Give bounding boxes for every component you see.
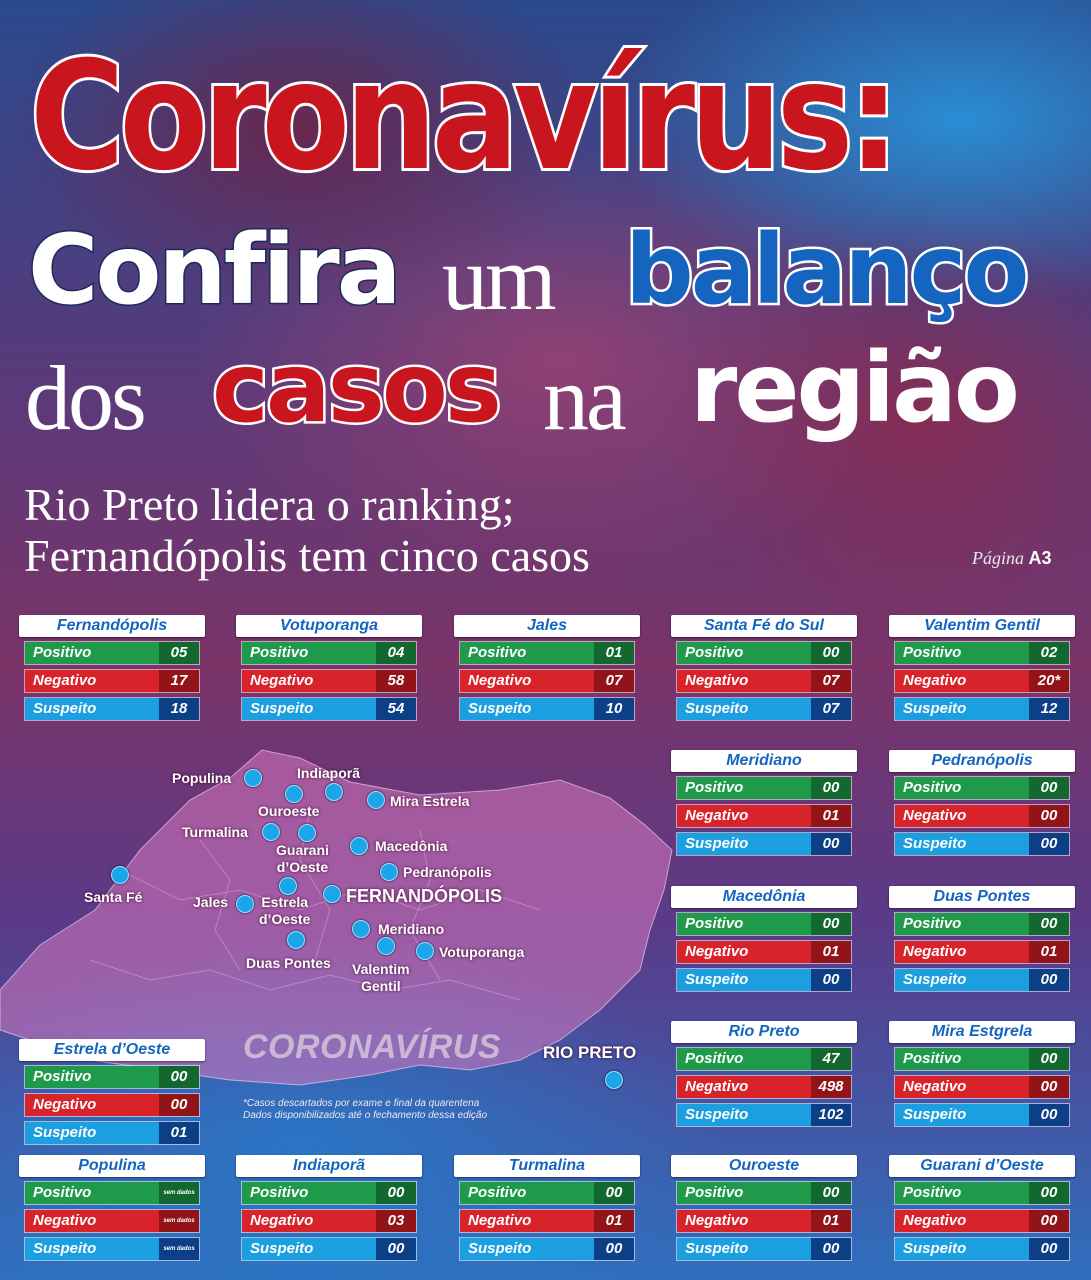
map-dot-guarani bbox=[298, 824, 316, 842]
table-mira-estgrela bbox=[889, 1021, 1075, 1127]
table-row-negativo bbox=[676, 804, 852, 828]
table-row-positivo bbox=[676, 776, 852, 800]
row-label-suspeito: Suspeito bbox=[460, 1238, 594, 1260]
table-row-negativo bbox=[676, 1075, 852, 1099]
row-label-negativo: Negativo bbox=[677, 1076, 811, 1098]
row-value-suspeito: 102 bbox=[811, 1104, 851, 1126]
headline-um: um bbox=[442, 227, 554, 329]
table-row-negativo bbox=[676, 940, 852, 964]
map-dot-populina bbox=[244, 769, 262, 787]
table-row-positivo bbox=[676, 1181, 852, 1205]
map-dot-ouroeste bbox=[285, 785, 303, 803]
row-value-positivo: 00 bbox=[1029, 1182, 1069, 1204]
row-label-positivo: Positivo bbox=[25, 642, 159, 664]
row-label-positivo: Positivo bbox=[677, 1048, 811, 1070]
row-label-negativo: Negativo bbox=[25, 1094, 159, 1116]
row-value-negativo: 07 bbox=[811, 670, 851, 692]
table-row-positivo bbox=[24, 1065, 200, 1089]
row-value-suspeito: 00 bbox=[1029, 833, 1069, 855]
row-label-suspeito: Suspeito bbox=[677, 1104, 811, 1126]
table-row-positivo bbox=[894, 1181, 1070, 1205]
table-row-positivo bbox=[676, 912, 852, 936]
map-dot-pedranopolis bbox=[380, 863, 398, 881]
row-value-positivo: 00 bbox=[811, 1182, 851, 1204]
map-dot-meridiano bbox=[352, 920, 370, 938]
table-votuporanga bbox=[236, 615, 422, 721]
row-label-positivo: Positivo bbox=[242, 642, 376, 664]
table-title: Indiaporã bbox=[236, 1155, 422, 1177]
table-row-positivo bbox=[24, 1181, 200, 1205]
table-row-suspeito bbox=[241, 697, 417, 721]
row-value-negativo: 00 bbox=[1029, 1076, 1069, 1098]
table-jales bbox=[454, 615, 640, 721]
headline-dos: dos bbox=[25, 347, 144, 449]
table-row-negativo bbox=[894, 1075, 1070, 1099]
row-value-positivo: 00 bbox=[811, 642, 851, 664]
row-value-negativo: 01 bbox=[811, 1210, 851, 1232]
row-value-positivo: 01 bbox=[594, 642, 634, 664]
table-row-positivo bbox=[459, 1181, 635, 1205]
table-row-positivo bbox=[894, 912, 1070, 936]
subtitle-line-2: Fernandópolis tem cinco casos bbox=[24, 530, 590, 581]
row-value-suspeito: sem dados bbox=[159, 1238, 199, 1260]
row-value-negativo: sem dados bbox=[159, 1210, 199, 1232]
row-value-suspeito: 12 bbox=[1029, 698, 1069, 720]
table-row-suspeito bbox=[676, 1237, 852, 1261]
row-label-suspeito: Suspeito bbox=[242, 1238, 376, 1260]
row-value-positivo: 00 bbox=[811, 777, 851, 799]
table-title: Rio Preto bbox=[671, 1021, 857, 1043]
table-row-suspeito bbox=[894, 1103, 1070, 1127]
row-label-negativo: Negativo bbox=[677, 1210, 811, 1232]
row-value-negativo: 03 bbox=[376, 1210, 416, 1232]
row-label-positivo: Positivo bbox=[895, 642, 1029, 664]
table-row-negativo bbox=[676, 1209, 852, 1233]
map-label-indiapora: Indiaporã bbox=[297, 765, 361, 781]
row-value-suspeito: 00 bbox=[1029, 969, 1069, 991]
table-duas-pontes bbox=[889, 886, 1075, 992]
table-row-positivo bbox=[241, 1181, 417, 1205]
table-row-positivo bbox=[459, 641, 635, 665]
table-title: Jales bbox=[454, 615, 640, 637]
row-label-suspeito: Suspeito bbox=[677, 833, 811, 855]
table-row-positivo bbox=[676, 641, 852, 665]
table-populina bbox=[19, 1155, 205, 1261]
row-label-positivo: Positivo bbox=[895, 777, 1029, 799]
row-label-positivo: Positivo bbox=[895, 1182, 1029, 1204]
table-row-suspeito bbox=[894, 1237, 1070, 1261]
row-label-negativo: Negativo bbox=[460, 1210, 594, 1232]
table-fernandopolis bbox=[19, 615, 205, 721]
table-macedonia bbox=[671, 886, 857, 992]
row-label-negativo: Negativo bbox=[25, 1210, 159, 1232]
headline-casos: casos bbox=[212, 332, 499, 444]
map-dot-votuporanga bbox=[416, 942, 434, 960]
table-row-positivo bbox=[241, 641, 417, 665]
table-row-negativo bbox=[24, 1209, 200, 1233]
table-title: Santa Fé do Sul bbox=[671, 615, 857, 637]
table-row-positivo bbox=[894, 776, 1070, 800]
row-label-negativo: Negativo bbox=[895, 1210, 1029, 1232]
table-row-positivo bbox=[894, 1047, 1070, 1071]
map-label-ouroeste: Ouroeste bbox=[258, 803, 320, 819]
table-row-negativo bbox=[24, 1093, 200, 1117]
row-label-suspeito: Suspeito bbox=[895, 833, 1029, 855]
table-title: Valentim Gentil bbox=[889, 615, 1075, 637]
map-label-guarani-line-1: Guarani bbox=[276, 842, 329, 858]
row-label-negativo: Negativo bbox=[25, 670, 159, 692]
row-label-positivo: Positivo bbox=[895, 913, 1029, 935]
row-value-positivo: 00 bbox=[594, 1182, 634, 1204]
row-value-positivo: 00 bbox=[376, 1182, 416, 1204]
table-meridiano bbox=[671, 750, 857, 856]
row-value-suspeito: 00 bbox=[811, 1238, 851, 1260]
map-label-duas-pontes: Duas Pontes bbox=[246, 955, 331, 971]
map-dot-valentim bbox=[377, 937, 395, 955]
map-label-estrela-line-1: Estrela bbox=[261, 894, 309, 910]
map-label-valentim-line-1: Valentim bbox=[352, 961, 410, 977]
row-value-negativo: 20* bbox=[1029, 670, 1069, 692]
table-row-negativo bbox=[459, 1209, 635, 1233]
table-title: Turmalina bbox=[454, 1155, 640, 1177]
page-reference-label: Página bbox=[972, 548, 1024, 568]
table-row-suspeito bbox=[894, 832, 1070, 856]
footnote-line-1: *Casos descartados por exame e final da quarentena bbox=[243, 1098, 480, 1109]
row-label-suspeito: Suspeito bbox=[460, 698, 594, 720]
row-value-positivo: 04 bbox=[376, 642, 416, 664]
map-dot-mira-estrela bbox=[367, 791, 385, 809]
row-value-suspeito: 01 bbox=[159, 1122, 199, 1144]
row-value-negativo: 01 bbox=[811, 805, 851, 827]
table-row-suspeito bbox=[24, 697, 200, 721]
subtitle-line-1: Rio Preto lidera o ranking; bbox=[24, 479, 515, 530]
table-title: Populina bbox=[19, 1155, 205, 1177]
row-label-suspeito: Suspeito bbox=[25, 1238, 159, 1260]
row-value-negativo: 00 bbox=[1029, 805, 1069, 827]
row-value-positivo: 00 bbox=[1029, 913, 1069, 935]
map-label-macedonia: Macedônia bbox=[375, 838, 448, 854]
map-label-valentim bbox=[352, 961, 410, 995]
table-row-suspeito bbox=[676, 697, 852, 721]
row-label-suspeito: Suspeito bbox=[677, 969, 811, 991]
table-santa-fe-do-sul bbox=[671, 615, 857, 721]
row-label-positivo: Positivo bbox=[895, 1048, 1029, 1070]
map-label-rio-preto: RIO PRETO bbox=[543, 1043, 637, 1062]
table-row-negativo bbox=[459, 669, 635, 693]
table-row-suspeito bbox=[894, 697, 1070, 721]
row-value-positivo: 02 bbox=[1029, 642, 1069, 664]
map-dot-macedonia bbox=[350, 837, 368, 855]
row-label-positivo: Positivo bbox=[677, 642, 811, 664]
row-label-suspeito: Suspeito bbox=[25, 1122, 159, 1144]
page-reference-number: A3 bbox=[1028, 548, 1052, 568]
row-label-negativo: Negativo bbox=[677, 941, 811, 963]
map-dot-jales bbox=[236, 895, 254, 913]
headline-na: na bbox=[543, 347, 624, 449]
table-ouroeste bbox=[671, 1155, 857, 1261]
row-value-suspeito: 07 bbox=[811, 698, 851, 720]
row-label-suspeito: Suspeito bbox=[895, 969, 1029, 991]
row-value-suspeito: 00 bbox=[594, 1238, 634, 1260]
table-title: Meridiano bbox=[671, 750, 857, 772]
table-row-suspeito bbox=[24, 1237, 200, 1261]
headline-confira: Confira bbox=[28, 214, 399, 326]
row-label-positivo: Positivo bbox=[460, 642, 594, 664]
row-label-suspeito: Suspeito bbox=[895, 1238, 1029, 1260]
headline-coronavirus: Coronavírus: bbox=[30, 30, 895, 204]
map-label-valentim-line-2: Gentil bbox=[360, 977, 401, 994]
table-guarani-doeste bbox=[889, 1155, 1075, 1261]
map-label-guarani bbox=[276, 842, 329, 876]
row-value-positivo: 47 bbox=[811, 1048, 851, 1070]
table-row-suspeito bbox=[676, 1103, 852, 1127]
map-label-santa-fe: Santa Fé bbox=[84, 889, 143, 905]
row-label-positivo: Positivo bbox=[677, 1182, 811, 1204]
table-title: Pedranópolis bbox=[889, 750, 1075, 772]
row-label-suspeito: Suspeito bbox=[242, 698, 376, 720]
row-value-negativo: 01 bbox=[1029, 941, 1069, 963]
map-dot-santa-fe bbox=[111, 866, 129, 884]
map-label-turmalina: Turmalina bbox=[182, 824, 248, 840]
row-value-suspeito: 54 bbox=[376, 698, 416, 720]
table-title: Votuporanga bbox=[236, 615, 422, 637]
row-label-positivo: Positivo bbox=[242, 1182, 376, 1204]
map-dot-fernandopolis bbox=[323, 885, 341, 903]
row-label-negativo: Negativo bbox=[242, 670, 376, 692]
map-dot-rio-preto bbox=[605, 1071, 623, 1089]
row-value-negativo: 01 bbox=[594, 1210, 634, 1232]
row-label-negativo: Negativo bbox=[895, 805, 1029, 827]
map-label-estrela bbox=[259, 894, 310, 928]
row-value-suspeito: 00 bbox=[811, 969, 851, 991]
row-value-negativo: 58 bbox=[376, 670, 416, 692]
table-row-negativo bbox=[894, 940, 1070, 964]
row-value-negativo: 00 bbox=[159, 1094, 199, 1116]
map-label-fernandopolis: FERNANDÓPOLIS bbox=[346, 886, 503, 906]
table-title: Estrela d’Oeste bbox=[19, 1039, 205, 1061]
row-value-suspeito: 00 bbox=[1029, 1238, 1069, 1260]
map-dot-estrela bbox=[279, 877, 297, 895]
row-label-positivo: Positivo bbox=[460, 1182, 594, 1204]
row-label-positivo: Positivo bbox=[25, 1182, 159, 1204]
map-label-pedranopolis: Pedranópolis bbox=[403, 864, 492, 880]
headline-balanco: balanço bbox=[625, 214, 1027, 326]
table-estrela-doeste bbox=[19, 1039, 205, 1145]
table-title: Duas Pontes bbox=[889, 886, 1075, 908]
row-label-suspeito: Suspeito bbox=[677, 698, 811, 720]
row-value-suspeito: 00 bbox=[811, 833, 851, 855]
table-indiapora bbox=[236, 1155, 422, 1261]
table-row-suspeito bbox=[459, 1237, 635, 1261]
map-label-meridiano: Meridiano bbox=[378, 921, 445, 937]
table-title: Guarani d’Oeste bbox=[889, 1155, 1075, 1177]
table-row-suspeito bbox=[459, 697, 635, 721]
map-label-jales: Jales bbox=[193, 894, 229, 910]
table-rio-preto bbox=[671, 1021, 857, 1127]
row-value-positivo: 00 bbox=[1029, 1048, 1069, 1070]
row-label-negativo: Negativo bbox=[895, 941, 1029, 963]
row-value-negativo: 00 bbox=[1029, 1210, 1069, 1232]
table-row-positivo bbox=[676, 1047, 852, 1071]
row-value-negativo: 17 bbox=[159, 670, 199, 692]
row-label-suspeito: Suspeito bbox=[25, 698, 159, 720]
row-value-positivo: 00 bbox=[1029, 777, 1069, 799]
table-row-negativo bbox=[241, 669, 417, 693]
row-value-positivo: sem dados bbox=[159, 1182, 199, 1204]
table-row-suspeito bbox=[241, 1237, 417, 1261]
table-row-positivo bbox=[24, 641, 200, 665]
table-row-negativo bbox=[676, 669, 852, 693]
table-row-negativo bbox=[24, 669, 200, 693]
table-title: Macedônia bbox=[671, 886, 857, 908]
row-label-negativo: Negativo bbox=[242, 1210, 376, 1232]
table-row-negativo bbox=[894, 1209, 1070, 1233]
map-label-guarani-line-2: d’Oeste bbox=[276, 858, 329, 875]
row-label-positivo: Positivo bbox=[677, 913, 811, 935]
row-label-negativo: Negativo bbox=[677, 670, 811, 692]
table-row-negativo bbox=[894, 669, 1070, 693]
table-row-suspeito bbox=[894, 968, 1070, 992]
map-label-mira-estrela: Mira Estrela bbox=[390, 793, 470, 809]
row-value-positivo: 00 bbox=[811, 913, 851, 935]
row-value-suspeito: 00 bbox=[376, 1238, 416, 1260]
map-label-votuporanga: Votuporanga bbox=[439, 944, 525, 960]
row-value-positivo: 00 bbox=[159, 1066, 199, 1088]
row-label-negativo: Negativo bbox=[677, 805, 811, 827]
headline-regiao: região bbox=[690, 332, 1017, 444]
row-value-suspeito: 18 bbox=[159, 698, 199, 720]
table-turmalina bbox=[454, 1155, 640, 1261]
row-value-negativo: 498 bbox=[811, 1076, 851, 1098]
table-row-negativo bbox=[241, 1209, 417, 1233]
row-value-positivo: 05 bbox=[159, 642, 199, 664]
table-row-positivo bbox=[894, 641, 1070, 665]
row-label-positivo: Positivo bbox=[677, 777, 811, 799]
table-title: Ouroeste bbox=[671, 1155, 857, 1177]
map-label-populina: Populina bbox=[172, 770, 232, 786]
row-label-negativo: Negativo bbox=[895, 670, 1029, 692]
row-label-suspeito: Suspeito bbox=[677, 1238, 811, 1260]
row-label-suspeito: Suspeito bbox=[895, 1104, 1029, 1126]
footnote-line-2: Dados disponibilizados até o fechamento dessa edição bbox=[243, 1110, 488, 1121]
map-dot-indiapora bbox=[325, 783, 343, 801]
table-title: Mira Estgrela bbox=[889, 1021, 1075, 1043]
row-value-negativo: 07 bbox=[594, 670, 634, 692]
table-row-suspeito bbox=[24, 1121, 200, 1145]
row-label-suspeito: Suspeito bbox=[895, 698, 1029, 720]
row-label-negativo: Negativo bbox=[460, 670, 594, 692]
row-value-suspeito: 10 bbox=[594, 698, 634, 720]
row-value-negativo: 01 bbox=[811, 941, 851, 963]
map-dot-turmalina bbox=[262, 823, 280, 841]
table-title: Fernandópolis bbox=[19, 615, 205, 637]
map-watermark-title: CORONAVÍRUS bbox=[243, 1028, 501, 1066]
page-reference bbox=[972, 548, 1052, 569]
table-pedranopolis bbox=[889, 750, 1075, 856]
table-row-negativo bbox=[894, 804, 1070, 828]
map-label-estrela-line-2: d’Oeste bbox=[259, 910, 311, 927]
table-valentim-gentil bbox=[889, 615, 1075, 721]
table-row-suspeito bbox=[676, 832, 852, 856]
row-label-negativo: Negativo bbox=[895, 1076, 1029, 1098]
table-row-suspeito bbox=[676, 968, 852, 992]
row-label-positivo: Positivo bbox=[25, 1066, 159, 1088]
map-dot-duas-pontes bbox=[287, 931, 305, 949]
row-value-suspeito: 00 bbox=[1029, 1104, 1069, 1126]
